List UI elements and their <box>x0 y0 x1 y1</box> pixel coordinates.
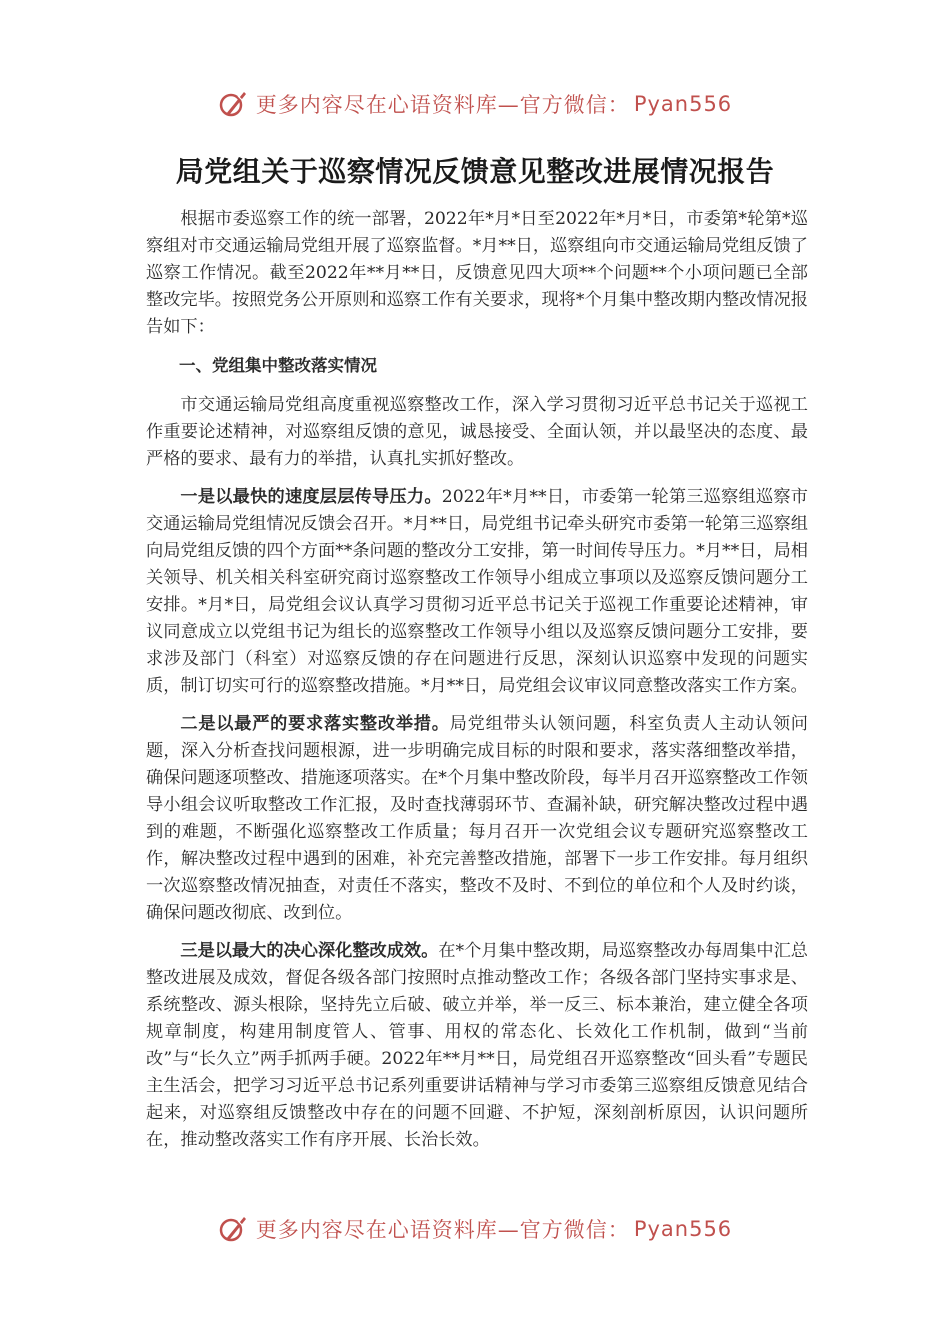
point-text-2: 局党组带头认领问题，科室负责人主动认领问题，深入分析查找问题根源，进一步明确完成目标的时限和要求，落实落细整改举措，确保问题逐项整改、措施逐项落实。在*个月集中整改阶段，每半月召开巡察整改工作领导小组会议听取整改工作汇报，及时查找薄弱环节、查漏补缺，研究解决整改过程中遇到的难题，不断强化巡察整改工作质量；每月召开一次党组会议专题研究巡察整改工作，解决整改过程中遇到的困难，补充完善整改措施，部署下一步工作安排。每月组织一次巡察整改情况抽查，对责任不落实，整改不及时、不到位的单位和个人及时约谈，确保问题改彻底、改到位。 <box>146 714 808 923</box>
document-body <box>146 206 808 1165</box>
point-lead-2: 二是以最严的要求落实整改举措。 <box>180 714 450 734</box>
point-text-1: 2022年*月**日，市委第一轮第三巡察组巡察市交通运输局党组情况反馈会召开。*月**日，局党组书记牵头研究市委第一轮第三巡察组向局党组反馈的四个方面**条问题的整改分工安排，第一时间传导压力。*月**日，局相关领导、机关相关科室研究商讨巡察整改工作领导小组成立事项以及巡察反馈问题分工安排。*月*日，局党组会议认真学习贯彻习近平总书记关于巡视工作重要论述精神，审议同意成立以党组书记为组长的巡察整改工作领导小组以及巡察反馈问题分工安排，要求涉及部门（科室）对巡察反馈的存在问题进行反思，深刻认识巡察中发现的问题实质，制订切实可行的巡察整改措施。*月**日，局党组会议审议同意整改落实工作方案。 <box>146 487 808 696</box>
point-paragraph-1 <box>146 484 808 700</box>
banner-wechat-id: Pyan556 <box>633 92 733 116</box>
quill-logo-icon <box>218 88 250 120</box>
section-summary-paragraph: 市交通运输局党组高度重视巡察整改工作，深入学习贯彻习近平总书记关于巡视工作重要论述精神，对巡察组反馈的意见，诚恳接受、全面认领，并以最坚决的态度、最严格的要求、最有力的举措，认真扎实抓好整改。 <box>146 395 808 469</box>
intro-paragraph: 根据市委巡察工作的统一部署，2022年*月*日至2022年*月*日，市委第*轮第*巡察组对市交通运输局党组开展了巡察监督。*月**日，巡察组向市交通运输局党组反馈了巡察工作情况。截至2022年**月**日，反馈意见四大项**个问题**个小项问题已全部整改完毕。按照党务公开原则和巡察工作有关要求，现将*个月集中整改期内整改情况报告如下： <box>146 209 808 337</box>
banner-text: 更多内容尽在心语资料库—官方微信： <box>255 1218 630 1242</box>
footer-banner <box>0 1209 950 1249</box>
banner-wechat-id: Pyan556 <box>633 1217 733 1241</box>
section-heading: 一、党组集中整改落实情况 <box>179 356 377 375</box>
point-paragraph-3 <box>146 938 808 1154</box>
point-text-3: 在*个月集中整改期，局巡察整改办每周集中汇总整改进展及成效，督促各级各部门按照时点推动整改工作；各级各部门坚持实事求是、系统整改、源头根除，坚持先立后破、破立并举，举一反三、标本兼治，建立健全各项规章制度，构建用制度管人、管事、用权的常态化、长效化工作机制，做到“当前改”与“长久立”两手抓两手硬。2022年**月**日，局党组召开巡察整改“回头看”专题民主生活会，把学习习近平总书记系列重要讲话精神与学习市委第三巡察组反馈意见结合起来，对巡察组反馈整改中存在的问题不回避、不护短，深刻剖析原因，认识问题所在，推动整改落实工作有序开展、长治长效。 <box>146 941 808 1150</box>
header-banner <box>0 84 950 124</box>
point-lead-3: 三是以最大的决心深化整改成效。 <box>180 941 439 961</box>
banner-text: 更多内容尽在心语资料库—官方微信： <box>255 93 630 117</box>
page-title: 局党组关于巡察情况反馈意见整改进展情况报告 <box>175 155 775 188</box>
point-lead-1: 一是以最快的速度层层传导压力。 <box>180 487 442 507</box>
point-paragraph-2 <box>146 711 808 927</box>
quill-logo-icon <box>218 1213 250 1245</box>
